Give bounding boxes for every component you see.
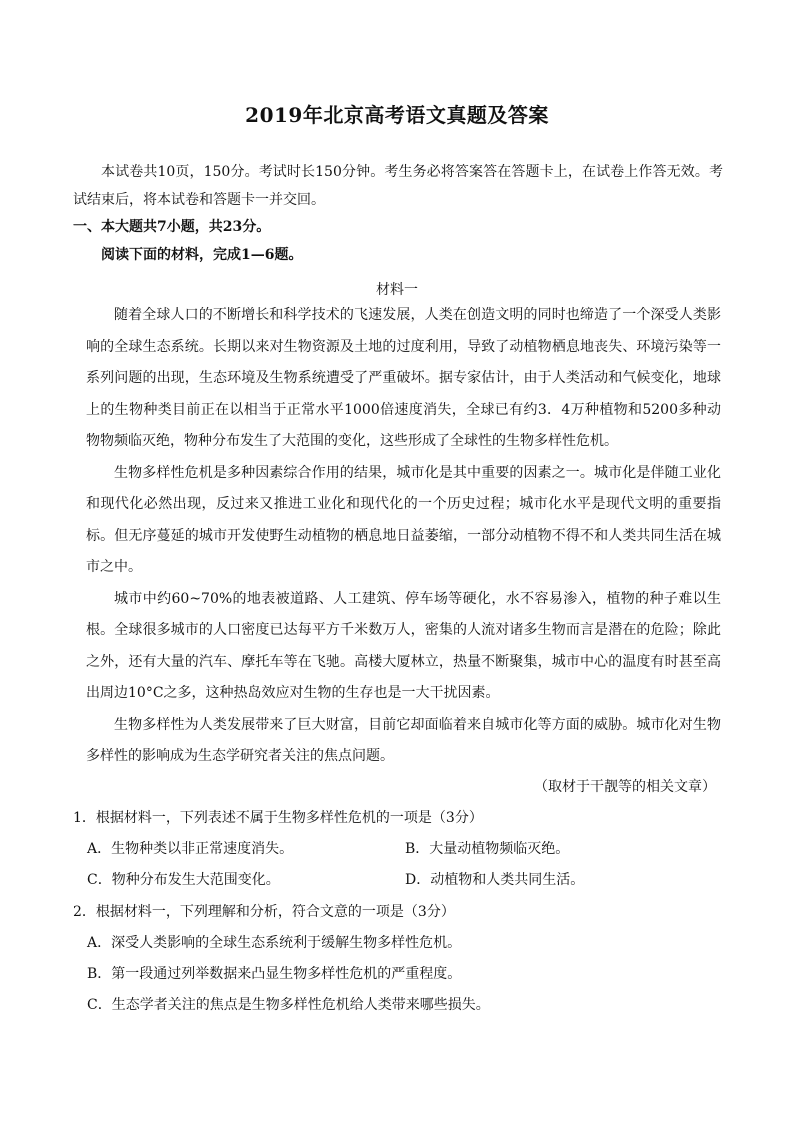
question-2-option-a: A．深受人类影响的全球生态系统利于缓解生物多样性危机。 [87, 935, 462, 951]
material-1-label: 材料一 [376, 282, 418, 298]
question-2-stem: 2．根据材料一，下列理解和分析，符合文意的一项是（3分） [73, 904, 455, 920]
question-1-option-b: B．大量动植物频临灭绝。 [405, 841, 570, 857]
material-paragraph: 生物多样性危机是多种因素综合作用的结果，城市化是其中重要的因素之一。城市化是伴随工业化和现代化必然出现，反过来又推进工业化和现代化的一个历史过程；城市化水平是现代文明的重要指标。但无序蔓延的城市开发使野生动植物的栖息地日益萎缩，一部分动植物不得不和人类共同生活在城市之中。 [86, 464, 721, 575]
material-paragraph: 城市中约60~70%的地表被道路、人工建筑、停车场等硬化，水不容易渗入，植物的种子难以生根。全球很多城市的人口密度已达每平方千米数万人，密集的人流对诸多生物而言是潜在的危险；除此之外，还有大量的汽车、摩托车等在飞驰。高楼大厦林立，热量不断聚集，城市中心的温度有时甚至高出周边10°C之多，这种热岛效应对生物的生存也是一大干扰因素。 [86, 590, 721, 701]
section-1-instruction: 阅读下面的材料，完成1—6题。 [101, 247, 303, 263]
question-2-option-b: B．第一段通过列举数据来凸显生物多样性危机的严重程度。 [87, 966, 462, 982]
question-1-option-c: C．物种分布发生大范围变化。 [87, 872, 280, 888]
question-1-option-a: A．生物种类以非正常速度消失。 [87, 841, 294, 857]
exam-instructions: 本试卷共10页，150分。考试时长150分钟。考生务必将答案答在答题卡上，在试卷上作答无效。考试结束后，将本试卷和答题卡一并交回。 [73, 164, 723, 208]
question-1-stem: 1．根据材料一，下列表述不属于生物多样性危机的一项是（3分） [73, 810, 483, 826]
page-title: 2019年北京高考语文真题及答案 [245, 103, 549, 127]
material-1-source: （取材于干靓等的相关文章） [534, 779, 716, 795]
section-1-heading: 一、本大题共7小题，共23分。 [73, 219, 271, 235]
material-1-body [86, 300, 721, 773]
material-paragraph: 生物多样性为人类发展带来了巨大财富，目前它却面临着来自城市化等方面的威胁。城市化对生物多样性的影响成为生态学研究者关注的焦点问题。 [86, 716, 721, 764]
question-2-option-c: C．生态学者关注的焦点是生物多样性危机给人类带来哪些损失。 [87, 997, 490, 1013]
question-1-option-d: D．动植物和人类共同生活。 [405, 872, 585, 888]
material-paragraph: 随着全球人口的不断增长和科学技术的飞速发展，人类在创造文明的同时也缔造了一个深受人类影响的全球生态系统。长期以来对生物资源及土地的过度利用，导致了动植物栖息地丧失、环境污染等一系列问题的出现，生态环境及生物系统遭受了严重破坏。据专家估计，由于人类活动和气候变化，地球上的生物种类目前正在以相当于正常水平1000倍速度消失，全球已有约3．4万种植物和5200多种动物物频临灭绝，物种分布发生了大范围的变化，这些形成了全球性的生物多样性危机。 [86, 307, 721, 449]
